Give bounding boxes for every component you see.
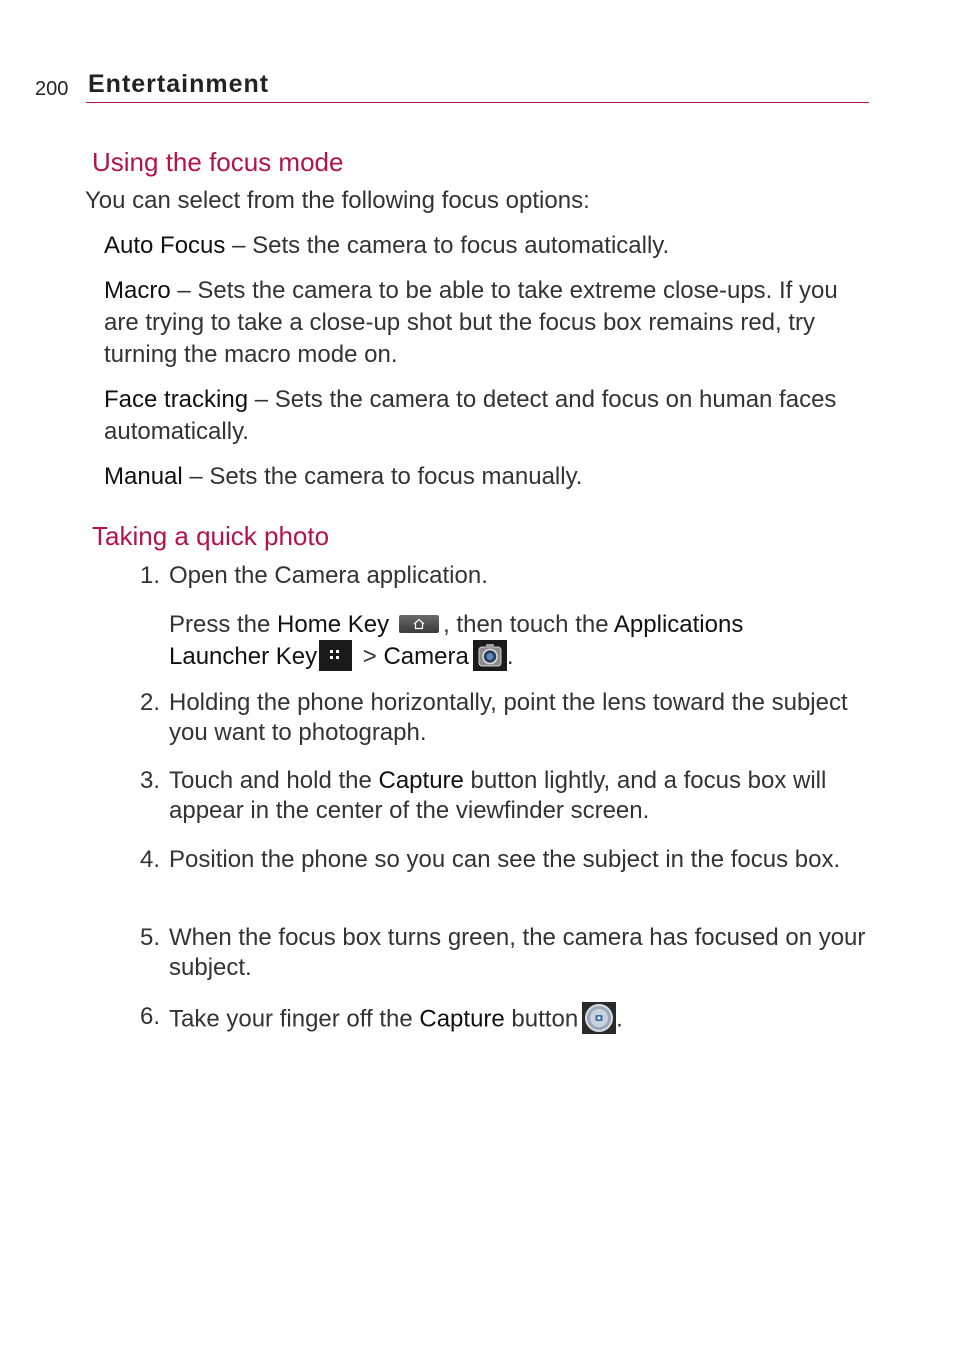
header-rule <box>86 102 869 103</box>
apps-launcher-icon <box>319 640 352 671</box>
step-number: 3. <box>140 767 161 794</box>
step-number: 5. <box>140 924 161 951</box>
option-term: Manual <box>104 463 183 490</box>
camera-label: Camera <box>383 642 469 670</box>
option-desc: – Sets the camera to focus automatically. <box>225 232 670 259</box>
focus-intro: You can select from the following focus options: <box>85 187 590 214</box>
step-text: Open the Camera application. <box>169 562 488 589</box>
option-desc: – Sets the camera to focus manually. <box>182 463 583 490</box>
detail-text: . <box>506 642 514 670</box>
focus-option-auto <box>104 230 874 262</box>
chapter-title: Entertainment <box>88 70 270 98</box>
home-key-icon <box>399 615 439 633</box>
step-text-part: button lightly, and a focus box will appear in the center of the viewfinder screen. <box>169 767 827 824</box>
step-text-part: . <box>616 1005 623 1033</box>
detail-text: Press the <box>169 611 278 638</box>
capture-label: Capture <box>419 1005 505 1033</box>
option-desc: – Sets the camera to detect and focus on human faces automatically. <box>104 386 837 445</box>
step-text: Position the phone so you can see the subject in the focus box. <box>169 846 841 873</box>
focus-option-manual <box>104 461 874 493</box>
step-text <box>169 766 859 826</box>
option-term: Auto Focus <box>104 232 226 259</box>
step1-detail <box>169 610 879 675</box>
focus-option-face-tracking <box>104 384 874 448</box>
option-term: Macro <box>104 277 171 304</box>
page-number: 200 <box>35 78 69 100</box>
capture-button-icon <box>582 1002 616 1034</box>
apps-key-label-line2: Launcher Key <box>169 642 318 670</box>
section-heading-quick-photo: Taking a quick photo <box>92 521 330 551</box>
apps-key-label-line1: Applications <box>613 611 744 638</box>
camera-app-icon <box>473 640 507 671</box>
step-text: Holding the phone horizontally, point the lens toward the subject you want to photograph. <box>169 689 848 746</box>
step-text-part: Take your finger off the <box>169 1005 420 1033</box>
step-text <box>169 1002 879 1038</box>
section-heading-focus-mode: Using the focus mode <box>92 147 344 177</box>
step-number: 2. <box>140 689 161 716</box>
step-text-part: button <box>504 1005 579 1033</box>
step-number: 4. <box>140 846 161 873</box>
capture-label: Capture <box>378 767 464 794</box>
home-key-label: Home Key <box>277 611 390 638</box>
focus-option-macro <box>104 275 874 371</box>
step-number: 1. <box>140 562 161 589</box>
detail-text: > <box>356 642 384 670</box>
step-number: 6. <box>140 1003 161 1030</box>
option-desc: – Sets the camera to be able to take extreme close-ups. If you are trying to take a close-up shot but the focus box remains red, try turning the macro mode on. <box>104 277 838 368</box>
option-term: Face tracking <box>104 386 249 413</box>
detail-text: , then touch the <box>443 611 614 638</box>
step-text: When the focus box turns green, the camera has focused on your subject. <box>169 924 866 981</box>
step-text-part: Touch and hold the <box>169 767 379 794</box>
